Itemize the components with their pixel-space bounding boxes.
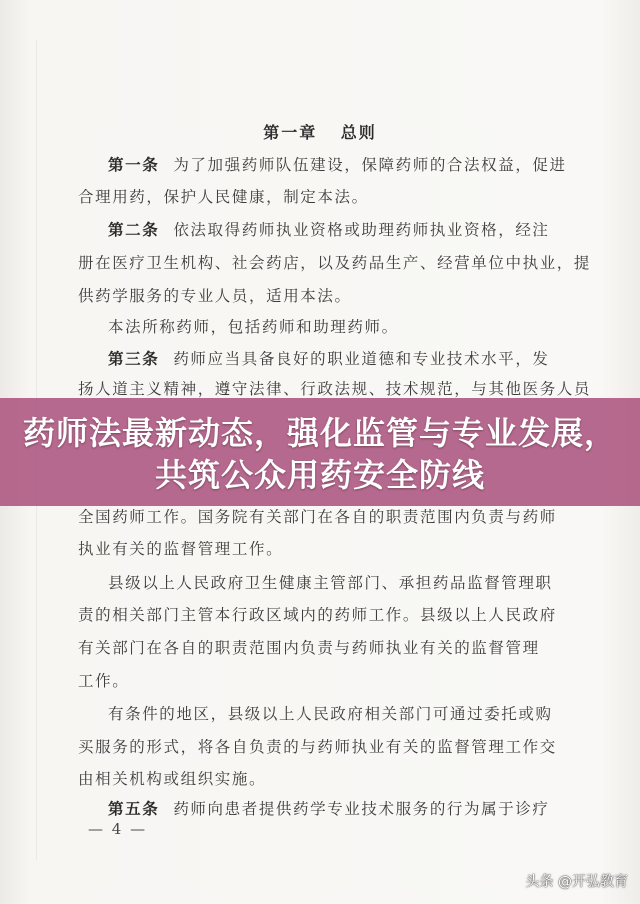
text-line: 第一条 为了加强药师队伍建设，保障药师的合法权益，促进 xyxy=(108,155,567,174)
article-label: 第一条 xyxy=(108,155,160,174)
page-number: — 4 — xyxy=(88,820,148,838)
headline-text: 药师法最新动态，强化监管与专业发展，共筑公众用药安全防线 xyxy=(22,414,617,494)
text-line: 工作。 xyxy=(78,672,130,690)
text-line: 第三条 药师应当具备良好的职业道德和专业技术水平，发 xyxy=(108,349,550,368)
text-line: 责的相关部门主管本行政区域内的药师工作。县级以上人民政府 xyxy=(78,606,557,624)
text-line: 册在医疗卫生机构、社会药店，以及药品生产、经营单位中执业，提 xyxy=(78,254,592,272)
text-line: 第五条 药师向患者提供药学专业技术服务的行为属于诊疗 xyxy=(108,799,550,818)
text-line: 本法所称药师，包括药师和助理药师。 xyxy=(108,318,399,336)
source-watermark: 头条 @开弘教育 xyxy=(525,874,628,890)
text-line: 有关部门在各自的职责范围内负责与药师执业有关的监督管理 xyxy=(78,639,540,657)
text-line: 合理用药，保护人民健康，制定本法。 xyxy=(78,188,369,206)
text-line: 有条件的地区，县级以上人民政府相关部门可通过委托或购 xyxy=(108,705,553,723)
text-line: 执业有关的监督管理工作。 xyxy=(78,540,284,558)
text-line: 第二条 依法取得药师执业资格或助理药师执业资格，经注 xyxy=(108,220,550,239)
chapter-heading xyxy=(0,120,640,143)
chapter-title: 总则 xyxy=(340,123,377,142)
article-label: 第五条 xyxy=(108,799,160,818)
text-line: 扬人道主义精神，遵守法律、行政法规、技术规范，与其他医务人员 xyxy=(78,380,592,398)
text-line: 县级以上人民政府卫生健康主管部门、承担药品监督管理职 xyxy=(108,574,553,592)
text-line: 供药学服务的专业人员，适用本法。 xyxy=(78,287,352,305)
text-line: 全国药师工作。国务院有关部门在各自的职责范围内负责与药师 xyxy=(78,508,557,526)
chapter-number: 第一章 xyxy=(263,123,318,142)
text-line: 买服务的形式，将各自负责的与药师执业有关的监督管理工作交 xyxy=(78,738,557,756)
article-label: 第二条 xyxy=(108,220,160,239)
article-label: 第三条 xyxy=(108,349,160,368)
text-line: 由相关机构或组织实施。 xyxy=(78,770,267,788)
